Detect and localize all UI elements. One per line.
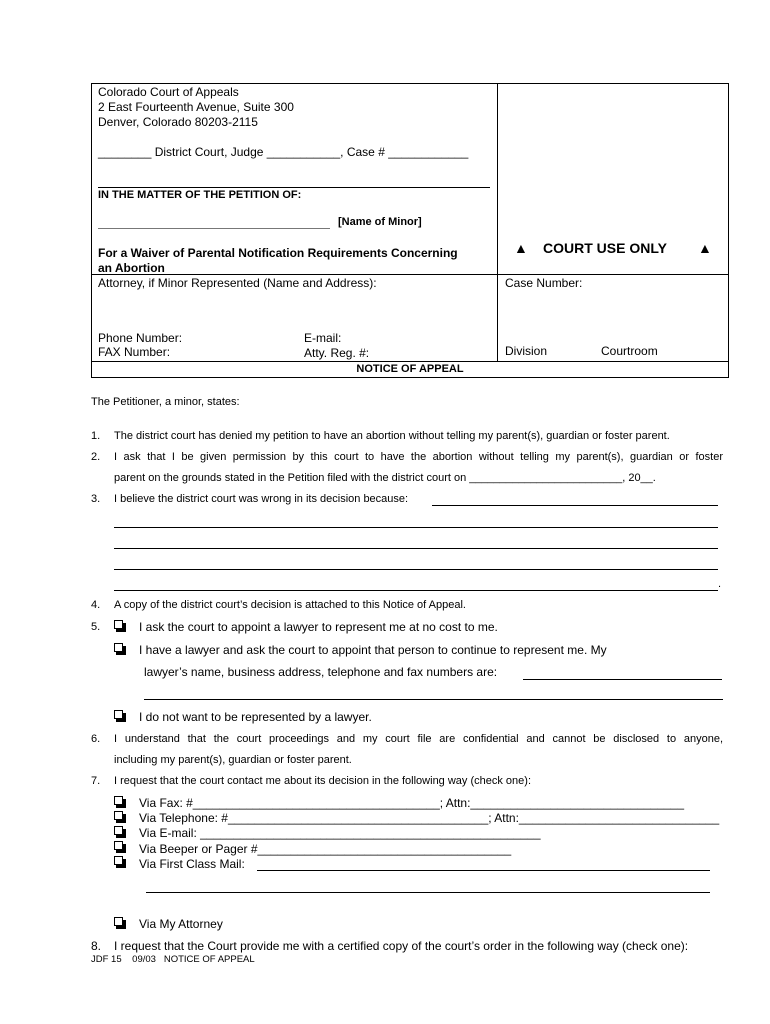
intro-text: The Petitioner, a minor, states:	[91, 396, 240, 408]
triangle-up-icon: ▲	[698, 240, 712, 256]
matter-rule	[98, 187, 490, 188]
item3-answer-line0	[432, 505, 718, 506]
caption-divider	[497, 83, 498, 361]
item7-number: 7.	[91, 775, 101, 787]
court-use-only-label: COURT USE ONLY	[543, 240, 667, 256]
via-email-label: Via E-mail: ___________________________________________________	[139, 826, 541, 840]
court-name: Colorado Court of Appeals	[98, 85, 239, 99]
lawyer-details-line0	[523, 679, 722, 680]
via-telephone-label: Via Telephone: #_______________________________________; Attn:______________________________	[139, 811, 720, 825]
atty-reg-label: Atty. Reg. #:	[304, 346, 370, 360]
via-mail-checkbox[interactable]	[114, 856, 123, 865]
item3-end-period: .	[718, 578, 722, 590]
item3-answer-line3	[114, 569, 718, 570]
no-lawyer-label: I do not want to be represented by a lawyer.	[139, 710, 372, 724]
via-beeper-checkbox[interactable]	[114, 841, 123, 850]
item6-line1: I understand that the court proceedings and my court file are confidential and cannot be disclosed to anyone,	[114, 733, 723, 745]
minor-name-line	[98, 228, 330, 229]
appoint-lawyer-checkbox[interactable]	[114, 620, 123, 629]
lawyer-details-line1	[144, 699, 723, 700]
triangle-up-icon: ▲	[514, 240, 528, 256]
item3-text: I believe the district court was wrong in its decision because:	[114, 493, 409, 505]
item7-text: I request that the court contact me about its decision in the following way (check one):	[114, 775, 532, 787]
item1-number: 1.	[91, 430, 101, 442]
waiver-line1: For a Waiver of Parental Notification Requirements Concerning	[98, 246, 458, 260]
item2-line1: I ask that I be given permission by this court to have the abortion without telling my parent(s), guardian or foster	[114, 451, 723, 463]
via-mail-label: Via First Class Mail:	[139, 857, 245, 871]
name-of-minor-label: [Name of Minor]	[338, 216, 422, 228]
notice-title-divider	[91, 361, 729, 362]
via-attorney-checkbox[interactable]	[114, 917, 123, 926]
waiver-line2: an Abortion	[98, 261, 165, 275]
item6-line2: including my parent(s), guardian or foster parent.	[114, 754, 352, 766]
item4-text: A copy of the district court’s decision is attached to this Notice of Appeal.	[114, 599, 466, 611]
division-label: Division	[505, 344, 548, 358]
fax-label: FAX Number:	[98, 345, 171, 359]
matter-heading: IN THE MATTER OF THE PETITION OF:	[98, 189, 302, 201]
court-address-line2: Denver, Colorado 80203-2115	[98, 115, 258, 129]
item3-number: 3.	[91, 493, 101, 505]
email-label: E-mail:	[304, 331, 342, 345]
no-lawyer-checkbox[interactable]	[114, 710, 123, 719]
item8-number: 8.	[91, 939, 102, 953]
district-court-line: ________ District Court, Judge ___________, Case # ____________	[98, 145, 469, 159]
via-telephone-checkbox[interactable]	[114, 811, 123, 820]
phone-label: Phone Number:	[98, 331, 183, 345]
footer-form-id: JDF 15 09/03 NOTICE OF APPEAL	[91, 954, 255, 965]
courtroom-label: Courtroom	[601, 344, 658, 358]
via-fax-checkbox[interactable]	[114, 796, 123, 805]
item3-answer-line2	[114, 548, 718, 549]
via-mail-line1	[146, 892, 710, 893]
item1-text: The district court has denied my petition to have an abortion without telling my parent(s), guardian or foster parent.	[114, 430, 670, 442]
case-number-label: Case Number:	[505, 276, 583, 290]
via-fax-label: Via Fax: #_____________________________________; Attn:________________________________	[139, 796, 684, 810]
via-email-checkbox[interactable]	[114, 826, 123, 835]
via-mail-line0	[257, 870, 710, 871]
have-lawyer-checkbox[interactable]	[114, 643, 123, 652]
item2-number: 2.	[91, 451, 101, 463]
lawyer-details-label: lawyer’s name, business address, telephone and fax numbers are:	[144, 665, 498, 679]
have-lawyer-label: I have a lawyer and ask the court to appoint that person to continue to represent me. My	[139, 643, 607, 657]
item8-text: I request that the Court provide me with a certified copy of the court’s order in the following way (check one):	[114, 939, 689, 953]
item2-line2: parent on the grounds stated in the Petition filed with the district court on _________________________, 20__.	[114, 472, 656, 484]
item4-number: 4.	[91, 599, 101, 611]
attorney-label: Attorney, if Minor Represented (Name and Address):	[98, 276, 377, 290]
caption-row-divider	[91, 274, 729, 275]
item6-number: 6.	[91, 733, 101, 745]
notice-title: NOTICE OF APPEAL	[356, 363, 464, 375]
item5-number: 5.	[91, 621, 101, 633]
item3-answer-line1	[114, 527, 718, 528]
via-attorney-label: Via My Attorney	[139, 917, 223, 931]
court-address-line1: 2 East Fourteenth Avenue, Suite 300	[98, 100, 294, 114]
appoint-lawyer-label: I ask the court to appoint a lawyer to represent me at no cost to me.	[139, 620, 498, 634]
via-beeper-label: Via Beeper or Pager #______________________________________	[139, 842, 512, 856]
item3-answer-line4	[114, 590, 718, 591]
